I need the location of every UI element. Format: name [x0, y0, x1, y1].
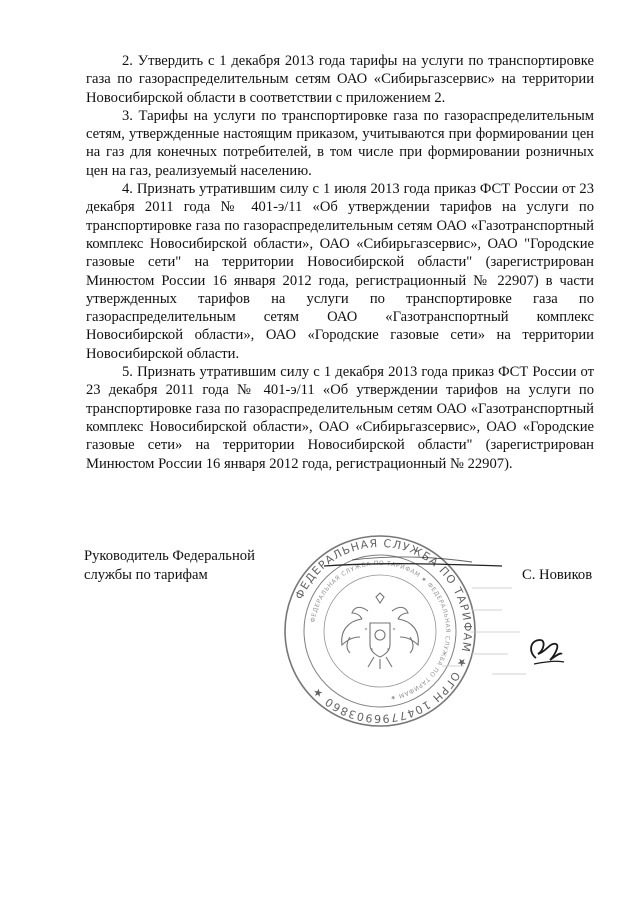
paragraph-5: 5. Признать утратившим силу с 1 декабря 2013 года приказ ФСТ России от 23 декабря 2011 года № 401-э/11 «Об утверждении тарифов на услуги по транспортировке газа по газораспределительным сетям ОАО «Газотранспортный комплекс Новосибирской области», ОАО «Сибирьгазсервис», ОАО «Городские газовые сети» на территории Новосибирской области" (зарегистрирован Минюстом России 16 января 2012 года, регистрационный № 22907).: [86, 364, 594, 472]
paragraph-4: 4. Признать утратившим силу с 1 июля 2013 года приказ ФСТ России от 23 декабря 2011 года № 401-э/11 «Об утверждении тарифов на услуги по транспортировке газа по газораспределительным сетям ОАО «Газотранспортный комплекс Новосибирской области», ОАО «Сибирьгазсервис», ОАО "Городские газовые сети" на территории Новосибирской области" (зарегистрирован Минюстом России 16 января 2012 года, регистрационный № 22907) в части утвержденных тарифов на услуги по транспортировке газа по газораспределительным сетям ОАО «Газотранспортный комплекс Новосибирской области», ОАО «Городские газовые сети» на территории Новосибирской области.: [86, 181, 594, 362]
svg-text:ФЕДЕРАЛЬНАЯ СЛУЖБА ПО ТАРИФАМ: ФЕДЕРАЛЬНАЯ СЛУЖБА ПО ТАРИФАМ ★ ОГРН 1047796903860 ★: [292, 536, 475, 726]
signatory-title: Руководитель Федеральной службы по тарифам: [84, 548, 255, 583]
svg-text:ФЕДЕРАЛЬНАЯ СЛУЖБА ПО ТАРИФАМ: ФЕДЕРАЛЬНАЯ СЛУЖБА ПО ТАРИФАМ ★ ФЕДЕРАЛЬНАЯ СЛУЖБА ПО ТАРИФАМ ★: [309, 559, 452, 702]
order-body: [86, 52, 594, 473]
paragraph-2: 2. Утвердить с 1 декабря 2013 года тарифы на услуги по транспортировке газа по газораспределительным сетям ОАО «Сибирьгазсервис» на территории Новосибирской области в соответствии с приложением 2.: [86, 53, 594, 106]
paragraph-3: 3. Тарифы на услуги по транспортировке газа по газораспределительным сетям, утвержденные настоящим приказом, учитываются при формировании цен на газ для конечных потребителей, в том числе при формировании розничных цен на газ, реализуемый населению.: [86, 107, 594, 179]
handwritten-signature: [322, 548, 622, 708]
signatory-name: С. Новиков: [522, 567, 593, 583]
